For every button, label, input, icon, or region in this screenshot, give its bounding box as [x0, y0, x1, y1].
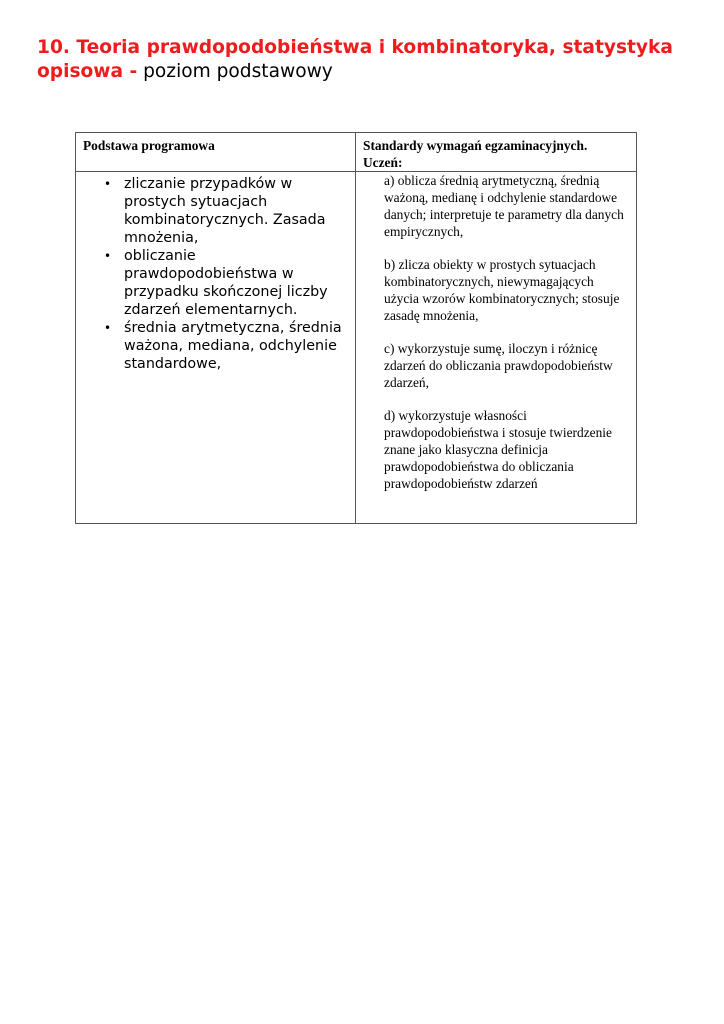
list-item-text: zliczanie przypadków w prostych sytuacjach kombinatorycznych. Zasada mnożenia, [124, 176, 326, 246]
list-item [76, 247, 351, 319]
standard-item-a: a) oblicza średnią arytmetyczną, średnią ważoną, medianę i odchylenie standardowe danych; interpretuje te parametry dla danych empirycznych, [384, 173, 624, 239]
core-curriculum-list [76, 172, 355, 373]
exam-standards-list [356, 172, 636, 492]
bullet-icon: • [104, 249, 112, 263]
exam-standards-cell [356, 172, 637, 524]
bullet-icon: • [104, 177, 112, 191]
list-item [76, 319, 351, 373]
page-title [37, 36, 677, 84]
title-level: poziom podstawowy [137, 61, 333, 82]
table-header-row [76, 133, 637, 172]
requirements-table [75, 132, 637, 524]
standard-item-b: b) zlicza obiekty w prostych sytuacjach kombinatorycznych, niewymagających użycia wzorów kombinatorycznych; stosuje zasadę mnożenia, [384, 257, 620, 323]
header-core-curriculum [76, 133, 356, 172]
header-core-curriculum-label: Podstawa programowa [83, 138, 215, 153]
core-curriculum-cell [76, 172, 356, 524]
header-exam-standards [356, 133, 637, 172]
standard-item-c: c) wykorzystuje sumę, iloczyn i różnicę zdarzeń do obliczania prawdopodobieństw zdarzeń, [384, 341, 613, 390]
list-item [76, 175, 351, 247]
standard-item-d: d) wykorzystuje własności prawdopodobieństwa i stosuje twierdzenie znane jako klasyczna definicja prawdopodobieństwa do obliczania prawdopodobieństw zdarzeń [384, 408, 612, 491]
header-exam-standards-label: Standardy wymagań egzaminacyjnych. Uczeń: [363, 138, 588, 170]
list-item-text: obliczanie prawdopodobieństwa w przypadku skończonej liczby zdarzeń elementarnych. [124, 248, 328, 318]
bullet-icon: • [104, 321, 112, 335]
table-row [76, 172, 637, 524]
list-item-text: średnia arytmetyczna, średnia ważona, mediana, odchylenie standardowe, [124, 320, 342, 372]
title-number-topic: 10. Teoria prawdopodobieństwa i kombinatoryka, statystyka opisowa - [37, 37, 673, 82]
